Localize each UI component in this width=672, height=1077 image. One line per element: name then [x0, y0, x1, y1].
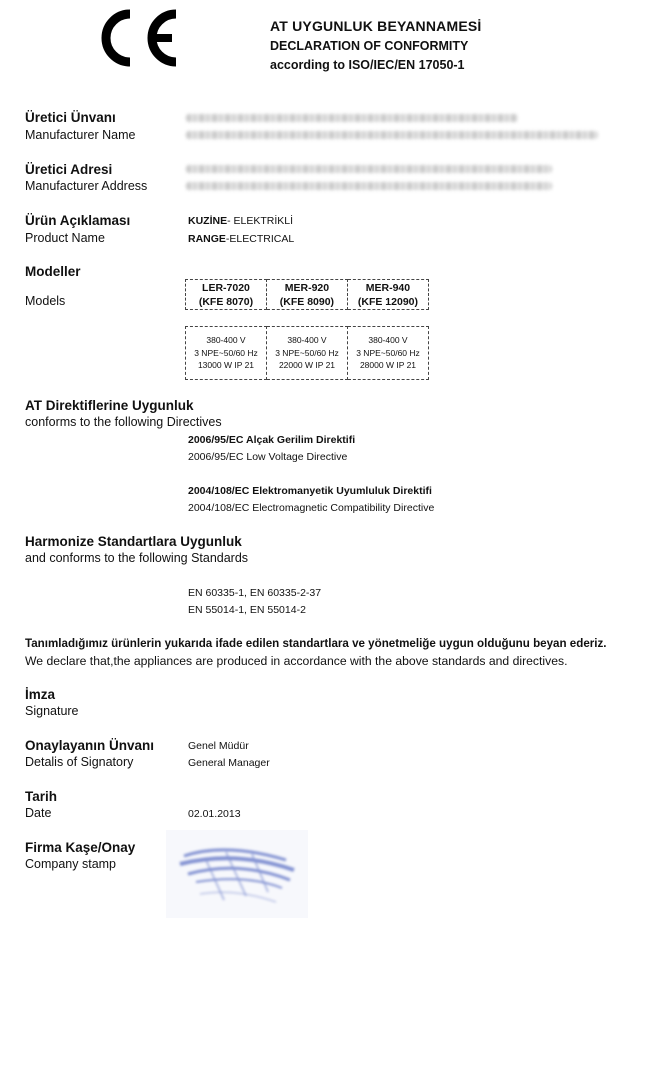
- model-supply: 3 NPE~50/60 Hz: [356, 347, 420, 358]
- models-spec-row: [186, 327, 429, 380]
- date-value: 02.01.2013: [188, 808, 241, 820]
- model-alt-code: (KFE 12090): [357, 295, 418, 308]
- product-value-en-rest: -ELECTRICAL: [225, 233, 295, 245]
- models-label-en: Models: [25, 294, 66, 308]
- date-label-en: Date: [25, 806, 52, 820]
- model-supply: 3 NPE~50/60 Hz: [275, 347, 339, 358]
- stamp-label-en: Company stamp: [25, 857, 117, 871]
- models-spec-table: [185, 326, 429, 380]
- model-voltage: 380-400 V: [368, 335, 408, 346]
- title-turkish: AT UYGUNLUK BEYANNAMESİ: [270, 18, 482, 34]
- model-power: 13000 W IP 21: [197, 360, 255, 371]
- model-alt-code: (KFE 8070): [198, 295, 254, 308]
- redacted-manufacturer-name-en: [186, 131, 598, 139]
- standards-label-tr: Harmonize Standartlara Uygunluk: [25, 534, 242, 549]
- signature-label-tr: İmza: [25, 687, 56, 702]
- signatory-label-en: Detalis of Signatory: [25, 755, 134, 769]
- ce-mark-logo: [96, 6, 184, 70]
- model-voltage: 380-400 V: [206, 335, 246, 346]
- model-supply: 3 NPE~50/60 Hz: [194, 347, 258, 358]
- model-voltage: 380-400 V: [287, 335, 327, 346]
- models-code-table: [185, 279, 429, 310]
- model-code: MER-920: [284, 281, 330, 294]
- directives-label-en: conforms to the following Directives: [25, 415, 222, 429]
- manufacturer-address-label-tr: Üretici Adresi: [25, 162, 113, 177]
- directive-1-en: 2006/95/EC Low Voltage Directive: [188, 451, 348, 463]
- model-cell-2: [266, 280, 347, 310]
- model-spec-cell-1: [186, 327, 267, 380]
- model-spec-cell-2: [267, 327, 348, 380]
- standards-label-en: and conforms to the following Standards: [25, 551, 249, 565]
- stamp-label-tr: Firma Kaşe/Onay: [25, 840, 136, 855]
- directive-2-en: 2004/108/EC Electromagnetic Compatibility Directive: [188, 502, 435, 514]
- product-label-en: Product Name: [25, 231, 105, 245]
- company-stamp-image: [166, 830, 308, 918]
- model-code: LER-7020: [202, 281, 250, 294]
- product-value-tr-bold: KUZİNE: [188, 215, 228, 227]
- signatory-label-tr: Onaylayanın Ünvanı: [25, 738, 155, 753]
- model-code: MER-940: [365, 281, 411, 294]
- model-power: 22000 W IP 21: [278, 360, 336, 371]
- product-value-en: [188, 233, 294, 245]
- standards-line-1: EN 60335-1, EN 60335-2-37: [188, 587, 322, 599]
- title-standard: according to ISO/IEC/EN 17050-1: [270, 58, 465, 72]
- directive-2-tr: 2004/108/EC Elektromanyetik Uyumluluk Direktifi: [188, 485, 432, 497]
- signatory-value-tr: Genel Müdür: [188, 740, 249, 752]
- model-spec-cell-3: [348, 327, 429, 380]
- product-value-tr-rest: - ELEKTRİKLİ: [227, 215, 294, 227]
- redacted-address-line-2: [186, 182, 552, 190]
- signature-label-en: Signature: [25, 704, 79, 718]
- signatory-value-en: General Manager: [188, 757, 270, 769]
- declaration-tr: Tanımladığımız ürünlerin yukarıda ifade edilen standartlara ve yönetmeliğe uygun olduğunu beyan ederiz.: [25, 637, 607, 650]
- models-code-row: [186, 280, 429, 310]
- declaration-en: We declare that,the appliances are produced in accordance with the above standards and directives.: [25, 654, 568, 668]
- model-cell-1: [186, 280, 267, 310]
- manufacturer-name-label-tr: Üretici Ünvanı: [25, 110, 116, 125]
- product-label-tr: Ürün Açıklaması: [25, 213, 131, 228]
- date-label-tr: Tarih: [25, 789, 58, 804]
- manufacturer-name-label-en: Manufacturer Name: [25, 128, 136, 142]
- product-value-en-bold: RANGE: [188, 233, 226, 245]
- directives-label-tr: AT Direktiflerine Uygunluk: [25, 398, 194, 413]
- redacted-address-line-1: [186, 165, 552, 173]
- redacted-manufacturer-name-tr: [186, 114, 518, 122]
- product-value-tr: [188, 215, 293, 227]
- standards-line-2: EN 55014-1, EN 55014-2: [188, 604, 306, 616]
- title-english: DECLARATION OF CONFORMITY: [270, 39, 469, 53]
- manufacturer-address-label-en: Manufacturer Address: [25, 179, 148, 193]
- directive-1-tr: 2006/95/EC Alçak Gerilim Direktifi: [188, 434, 356, 446]
- model-power: 28000 W IP 21: [359, 360, 417, 371]
- models-label-tr: Modeller: [25, 264, 81, 279]
- model-alt-code: (KFE 8090): [279, 295, 335, 308]
- model-cell-3: [347, 280, 428, 310]
